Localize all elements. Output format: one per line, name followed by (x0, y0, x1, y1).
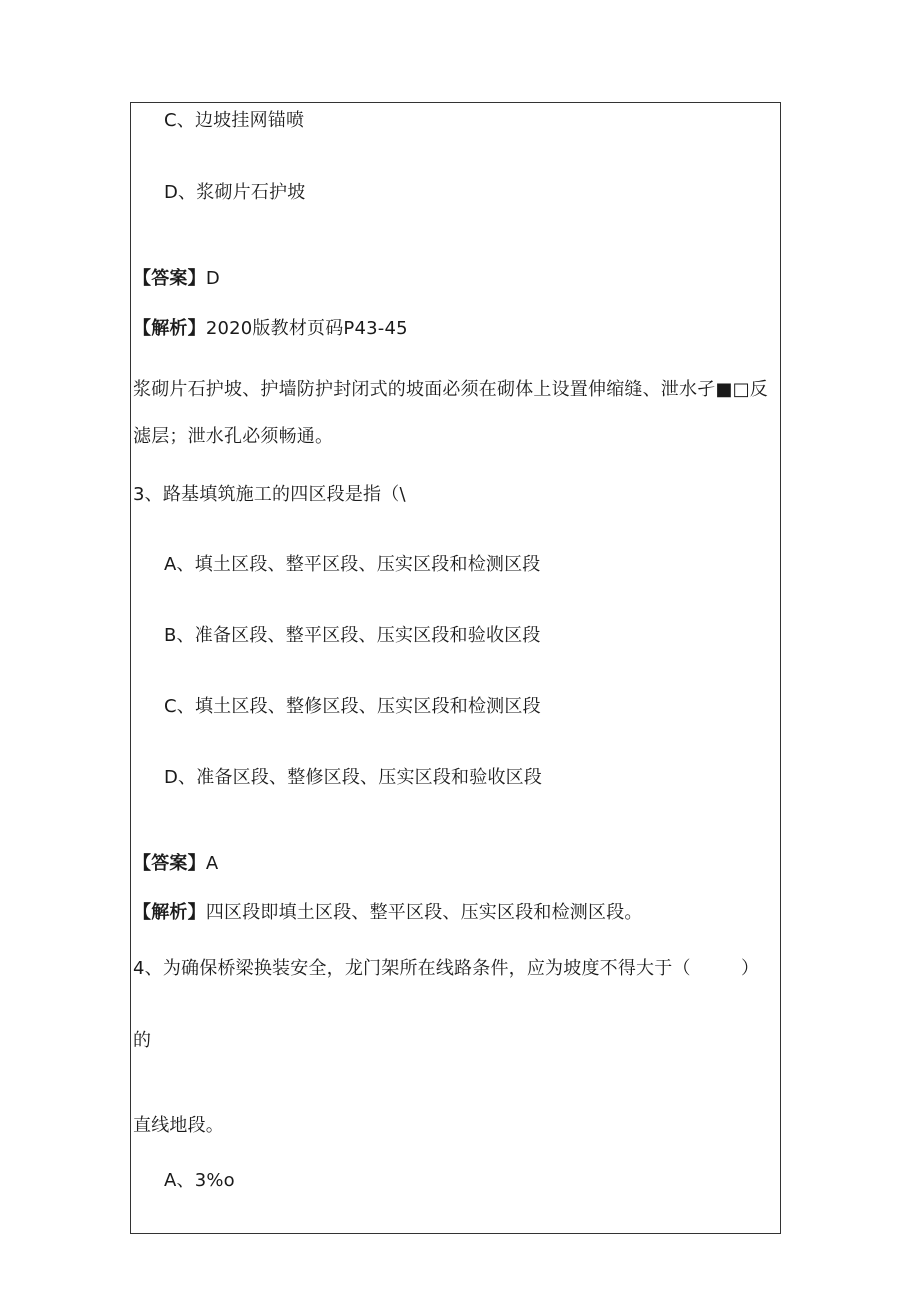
analysis-label: 【解析】 (133, 318, 206, 339)
q2-explanation-line-2: 滤层；泄水孔必须畅通。 (133, 426, 334, 447)
q4-question-close: ） (741, 958, 759, 979)
q3-analysis (133, 901, 643, 925)
analysis-label: 【解析】 (133, 902, 206, 923)
q4-option-a: A、3%o (164, 1170, 235, 1191)
analysis-text: 四区段即填土区段、整平区段、压实区段和检测区段。 (205, 902, 643, 923)
q2-analysis (133, 317, 408, 341)
q2-option-c: C、边坡挂网锚喷 (164, 110, 305, 131)
analysis-text: 2020版教材页码P43-45 (205, 318, 408, 339)
answer-value: D (205, 268, 220, 289)
answer-label: 【答案】 (133, 853, 206, 874)
answer-value: A (205, 853, 219, 874)
answer-label: 【答案】 (133, 268, 206, 289)
q3-answer (133, 852, 218, 876)
q3-option-a: A、填土区段、整平区段、压实区段和检测区段 (164, 554, 541, 575)
q4-question: 4、为确保桥梁换装安全，龙门架所在线路条件，应为坡度不得大于（ (133, 958, 691, 979)
q2-answer (133, 267, 220, 291)
q2-option-d: D、浆砌片石护坡 (164, 182, 306, 203)
page-frame (130, 102, 781, 1234)
q4-fragment-1: 的 (133, 1030, 152, 1051)
q3-option-b: B、准备区段、整平区段、压实区段和验收区段 (164, 625, 541, 646)
q3-option-c: C、填土区段、整修区段、压实区段和检测区段 (164, 696, 541, 717)
q4-fragment-2: 直线地段。 (133, 1115, 224, 1136)
q2-explanation-line-1: 浆砌片石护坡、护墙防护封闭式的坡面必须在砌体上设置伸缩缝、泄水孑■□反 (133, 379, 769, 400)
q3-option-d: D、准备区段、整修区段、压实区段和验收区段 (164, 767, 543, 788)
q3-question: 3、路基填筑施工的四区段是指（\ (133, 484, 406, 505)
